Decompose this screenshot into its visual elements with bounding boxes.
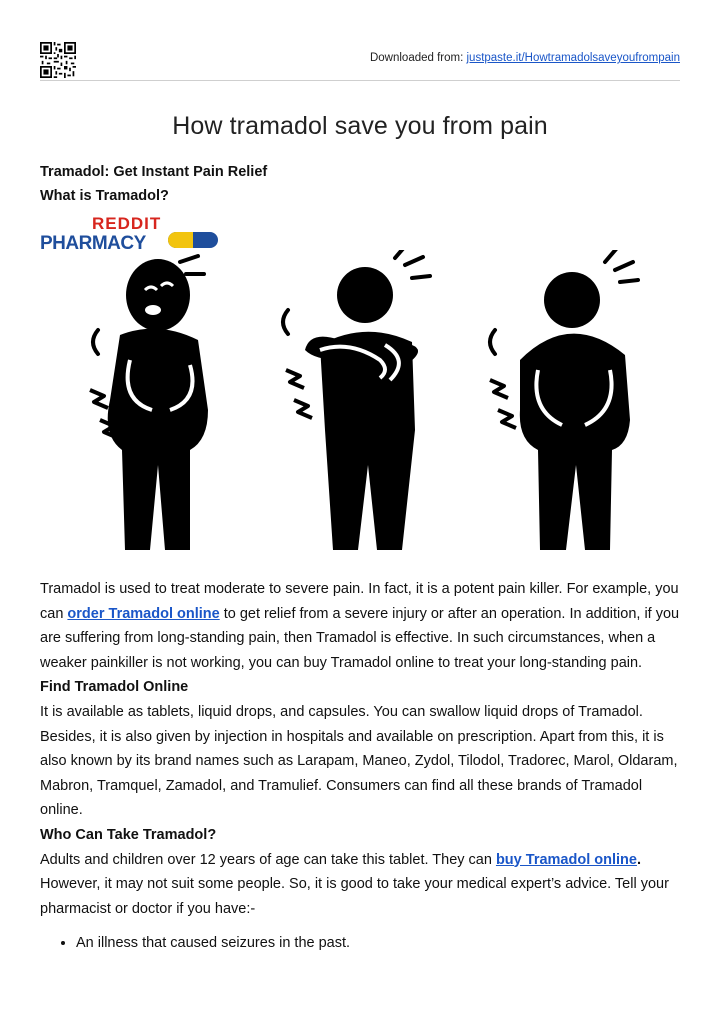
buy-tramadol-link[interactable]: buy Tramadol online	[495, 851, 637, 868]
qr-code-icon	[40, 42, 76, 78]
reddit-pharmacy-logo	[40, 214, 222, 252]
pill-icon	[168, 232, 218, 248]
heading-find-online: Find Tramadol Online	[40, 679, 189, 696]
article-body	[40, 577, 685, 956]
logo-line1: REDDIT	[92, 214, 162, 233]
period: .	[636, 851, 641, 868]
figure-holding-shoulder-icon	[283, 250, 430, 550]
figure-holding-lower-back-icon	[490, 250, 638, 550]
heading-instant-relief: Tramadol: Get Instant Pain Relief	[40, 164, 268, 180]
list-item: • An illness that caused seizures in the past.	[76, 931, 685, 956]
source-link[interactable]: justpaste.it/Howtramadolsaveyoufrompain	[466, 52, 680, 64]
paragraph-text: However, it may not suit some people. So, it is good to take your medical expert’s advice. Tell your pharmacist or doctor if you have:-	[40, 876, 669, 917]
paragraph-text: to get relief from a severe injury or after an operation. In addition, if you are suffering from long-standing pain, then Tramadol is effective. In such circumstances, when a weaker painkiller is not working, you can buy Tramadol online to treat your long-standing pain.	[40, 605, 680, 671]
paragraph-intro	[40, 577, 685, 675]
paragraph-text: Adults and children over 12 years of age can take this tablet. They can	[40, 851, 496, 868]
download-prefix: Downloaded from:	[369, 52, 464, 64]
header-divider	[40, 80, 680, 81]
order-tramadol-link[interactable]: order Tramadol online	[67, 605, 220, 622]
heading-what-is: What is Tramadol?	[40, 188, 169, 204]
paragraph-forms: It is available as tablets, liquid drops, and capsules. You can swallow liquid drops of Tramadol. Besides, it is also given by injection in hospitals and available on prescription. Apart from this, it is also known by its brand names such as Larapam, Maneo, Zydol, Tilodol, Tradorec, Marol, Oldaram, Mabron, Tramquel, Zamadol, and Tramulief. Consumers can find all these brands of Tramadol online.	[40, 703, 678, 819]
heading-who-can-take: Who Can Take Tramadol?	[40, 826, 217, 843]
figure-holding-back-icon	[90, 256, 208, 550]
paragraph-text: Tramadol is used to treat moderate to severe pain. In fact, it is a potent pain killer. For example, you can	[40, 581, 679, 622]
page-title: How tramadol save you from pain	[172, 112, 548, 140]
back-pain-illustration	[40, 250, 680, 560]
download-source	[370, 52, 680, 64]
conditions-list	[40, 931, 685, 956]
logo-line2: PHARMACY	[40, 233, 146, 252]
paragraph-who	[40, 848, 685, 922]
